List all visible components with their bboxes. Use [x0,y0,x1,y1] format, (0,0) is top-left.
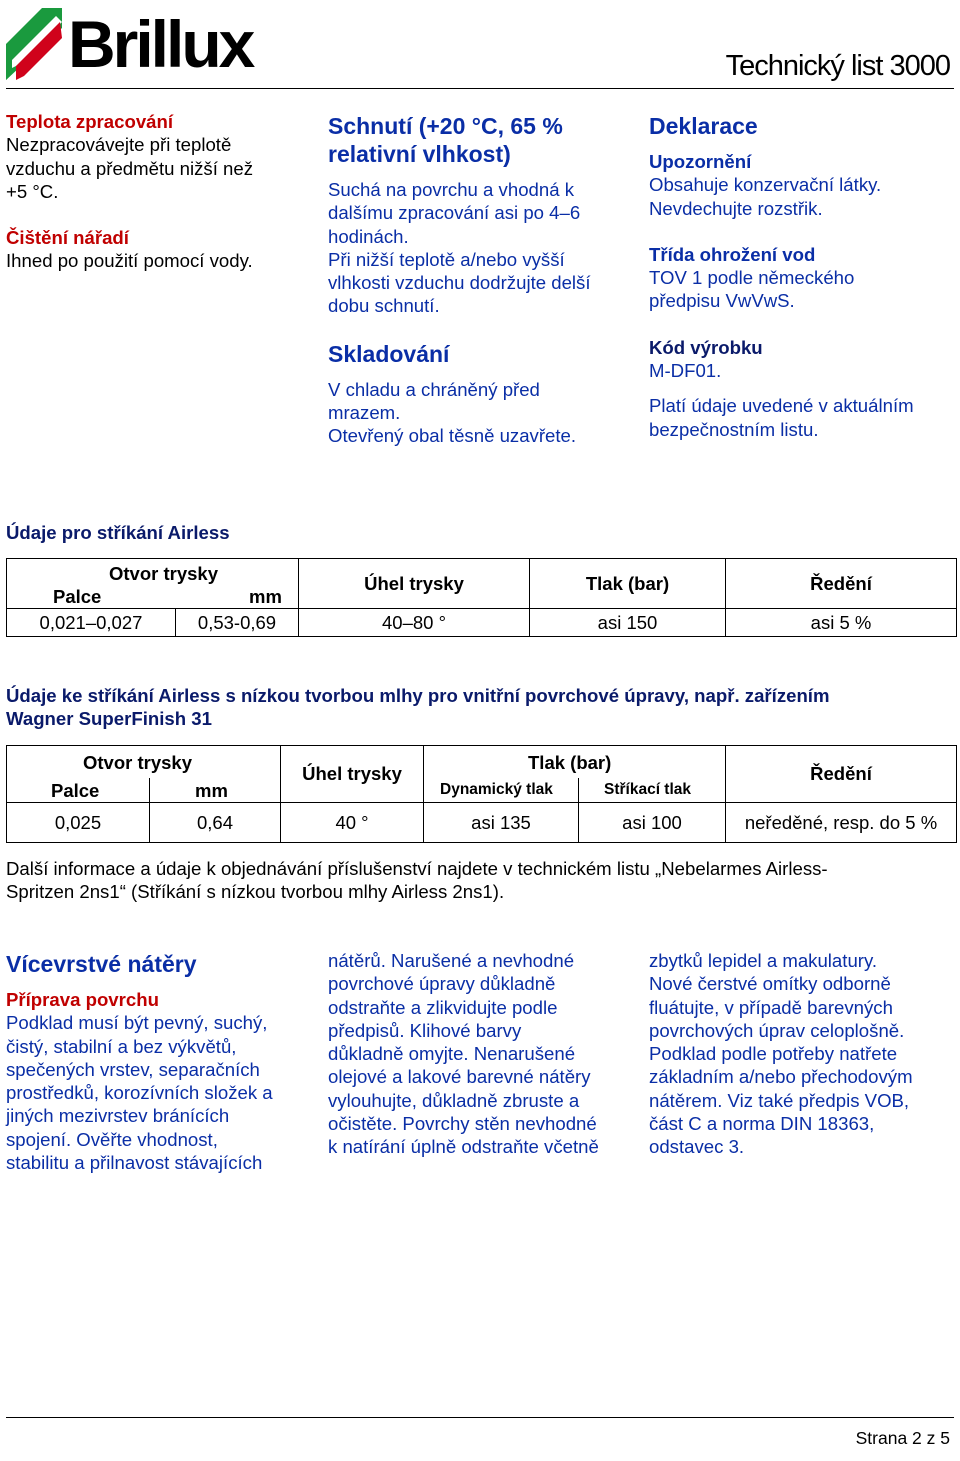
declaration-heading: Deklarace [649,113,758,139]
warning-heading: Upozornění [649,151,752,172]
storage-line: Otevřený obal těsně uzavřete. [328,425,577,447]
warning-line: Nevdechujte rozstřik. [649,197,823,219]
table-cell: neředěné, resp. do 5 % [726,803,957,843]
multilayer-col2 [328,949,628,1159]
safety-sheet-line: bezpečnostním listu. [649,418,819,440]
table-cell: 0,53-0,69 [176,609,299,637]
multilayer-line: odstraňte a zlikvidujte podle [328,996,558,1018]
drying-line: dobu schnutí. [328,295,440,317]
multilayer-line: část C a norma DIN 18363, [649,1113,875,1135]
storage-line: V chladu a chráněný před [328,378,540,400]
multilayer-line: Podklad musí být pevný, suchý, [6,1012,268,1034]
nozzle-header: Otvor trysky [109,563,218,584]
header-divider [578,778,579,802]
nozzle-header-cell [7,559,299,609]
brillux-logo-icon [6,8,62,80]
table-cell: 0,64 [150,803,281,843]
multilayer-line: spojení. Ověřte vhodnost, [6,1128,218,1150]
processing-temperature-line: vzduchu a předmětu nižší než [6,157,254,179]
dynamic-pressure-header: Dynamický tlak [440,781,553,798]
document-title: Technický list 3000 [725,50,950,82]
table-cell: 0,025 [7,803,150,843]
multilayer-line: nátěrem. Viz také předpis VOB, [649,1089,910,1111]
airless-low-heading-line: Údaje ke stříkání Airless s nízkou tvorbou mlhy pro vnitřní povrchové úpravy, např. zařízením [6,685,830,706]
pressure-header-cell [424,746,726,803]
page-number: Strana 2 z 5 [855,1428,950,1448]
drying-line: hodinách. [328,225,409,247]
safety-sheet-line: Platí údaje uvedené v aktuálním [649,395,914,417]
warning-line: Obsahuje konzervační látky. [649,174,882,196]
multilayer-col3 [649,949,949,1159]
more-info-paragraph [6,857,828,904]
nozzle-header-cell [7,746,281,803]
airless-low-heading [6,684,830,731]
airless-low-heading-line: Wagner SuperFinish 31 [6,708,212,730]
multilayer-line: olejové a lakové barevné nátěry [328,1066,591,1088]
multilayer-line: důkladně omyjte. Nenarušené [328,1043,576,1065]
processing-temperature-line: +5 °C. [6,180,59,202]
airless-heading: Údaje pro stříkání Airless [6,522,230,543]
inch-header: Palce [51,780,100,801]
header-divider [149,778,150,802]
multilayer-line: Podklad podle potřeby natřete [649,1043,898,1065]
product-code-heading: Kód výrobku [649,336,763,358]
drying-line: Suchá na povrchu a vhodná k [328,179,575,200]
multilayer-section [6,950,306,1174]
pressure-header: Tlak (bar) [528,752,612,773]
dilution-header: Ředění [726,746,957,803]
tool-cleaning-heading: Čištění nářadí [6,227,129,249]
multilayer-heading: Vícevrstvé nátěry [6,951,197,977]
multilayer-line: nátěrů. Narušené a nevhodné [328,950,575,971]
multilayer-line: vylouhujte, důkladně zbruste a [328,1089,580,1111]
multilayer-line: spečených vrstev, separačních [6,1058,260,1080]
declaration-section [649,112,949,441]
table-cell: 0,021–0,027 [7,609,176,637]
spray-pressure-header: Stříkací tlak [604,781,692,798]
multilayer-line: fluátujte, v případě barevných [649,996,893,1018]
angle-header: Úhel trysky [281,746,424,803]
multilayer-line: prostředků, korozívních složek a [6,1082,273,1104]
table-cell: 40–80 ° [299,609,530,637]
multilayer-line: předpisů. Klihové barvy [328,1019,522,1041]
multilayer-line: Nové čerstvé omítky odborně [649,973,891,995]
water-hazard-line: předpisu VwVwS. [649,290,795,312]
logo-text: Brillux [68,7,253,81]
drying-section [328,112,628,448]
multilayer-line: očistěte. Povrchy stěn nevhodné [328,1113,597,1135]
drying-line: Při nižší teplotě a/nebo vyšší [328,248,565,270]
table-cell: 40 ° [281,803,424,843]
product-code: M-DF01. [649,360,722,382]
multilayer-line: k natírání úplně odstraňte včetně [328,1136,599,1158]
table-cell: asi 135 [424,803,579,843]
table-cell: asi 5 % [726,609,957,637]
inch-header: Palce [53,586,102,607]
header-divider [6,88,954,89]
tool-cleaning-text: Ihned po použití pomocí vody. [6,250,253,272]
water-hazard-line: TOV 1 podle německého [649,267,855,289]
angle-header: Úhel trysky [299,559,530,609]
storage-heading: Skladování [328,340,450,367]
drying-heading: Schnutí (+20 °C, 65 % [328,113,563,139]
airless-low-table [6,745,957,843]
multilayer-line: základním a/nebo přechodovým [649,1066,913,1088]
more-info-line: Další informace a údaje k objednávání příslušenství najdete v technickém listu „Nebelarmes Airless- [6,858,828,879]
water-hazard-heading: Třída ohrožení vod [649,243,816,265]
multilayer-line: jiných mezivrstev bránících [6,1105,230,1127]
dilution-header: Ředění [726,559,957,609]
table-cell: asi 150 [530,609,726,637]
processing-temperature-line: Nezpracovávejte při teplotě [6,134,232,156]
footer-divider [6,1417,954,1418]
multilayer-line: odstavec 3. [649,1136,745,1158]
mm-header: mm [195,780,228,801]
multilayer-line: povrchové úpravy důkladně [328,973,556,995]
storage-line: mrazem. [328,402,401,424]
multilayer-line: zbytků lepidel a makulatury. [649,950,878,971]
drying-line: dalšímu zpracování asi po 4–6 [328,202,581,224]
surface-prep-heading: Příprava povrchu [6,989,159,1010]
table-cell: asi 100 [579,803,726,843]
drying-heading: relativní vlhkost) [328,141,511,167]
nozzle-header: Otvor trysky [83,752,192,773]
multilayer-line: povrchových úprav celoplošně. [649,1019,905,1041]
pressure-header: Tlak (bar) [530,559,726,609]
airless-table [6,558,957,637]
more-info-line: Spritzen 2ns1“ (Stříkání s nízkou tvorbou mlhy Airless 2ns1). [6,881,505,903]
processing-temperature-heading: Teplota zpracování [6,111,174,132]
drying-line: vlhkosti vzduchu dodržujte delší [328,272,591,294]
multilayer-line: čistý, stabilní a bez výkvětů, [6,1035,237,1057]
processing-temperature-section [6,110,306,273]
mm-header: mm [249,586,282,607]
multilayer-line: stabilitu a přilnavost stávajících [6,1152,263,1174]
